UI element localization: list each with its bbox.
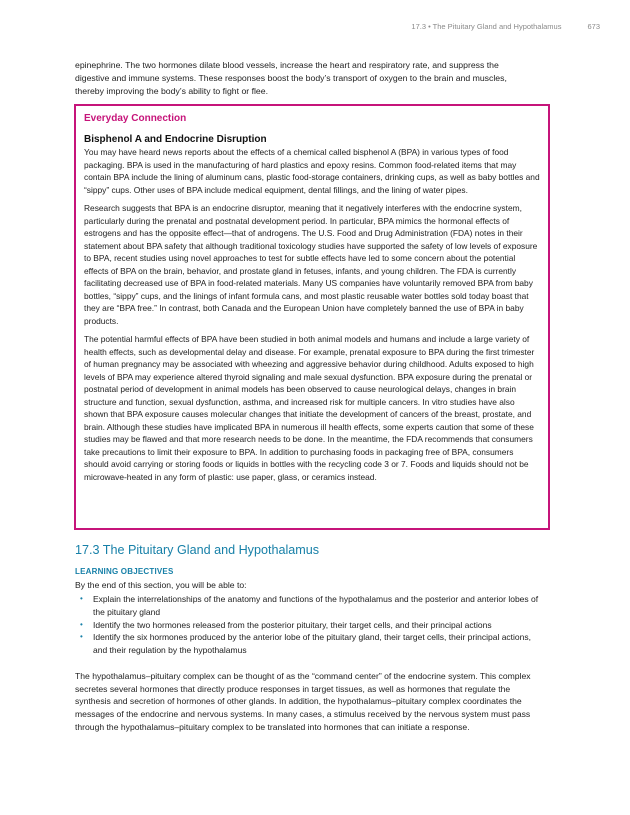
bullet-icon: • — [80, 619, 83, 629]
feature-title: Bisphenol A and Endocrine Disruption — [84, 134, 267, 145]
running-header — [411, 22, 600, 31]
objective-text: Identify the six hormones produced by the anterior lobe of the pituitary gland, their target cells, their principal actions, and their regulation by the hypothalamus — [93, 632, 531, 656]
feature-paragraph: You may have heard news reports about the effects of a chemical called bisphenol A (BPA) in various types of food packaging. BPA is used in the manufacturing of hard plastics and epoxy resins. Common food-related items that may contain BPA include the lining of aluminum cans, plastic food-storage containers, drinking cups, as well as baby bottles and “sippy” cups. Other uses of BPA include medical equipment, dental fillings, and the lining of water pipes. — [84, 147, 540, 195]
feature-paragraph: The potential harmful effects of BPA have been studied in both animal models and humans and include a large variety of health effects, such as developmental delay and disease. For example, prenatal exposure to BPA during the first trimester of human pregnancy may be associated with wheezing and aggressive behavior during childhood. Adults exposed to high levels of BPA may experience altered thyroid signaling and male sexual dysfunction. BPA exposure during the prenatal or postnatal period of development in animal models has been observed to cause neurological delays, changes in brain structure and function, sexual dysfunction, asthma, and increased risk for multiple cancers. In vitro studies have also shown that BPA exposure causes molecular changes that initiate the development of cancers of the breast, prostate, and brain. Although these studies have implicated BPA in numerous ill health effects, some experts caution that some of these studies may be flawed and that more research needs to be done. In the meantime, the FDA recommends that consumers take precautions to limit their exposure to BPA. In addition to purchasing foods in packaging free of BPA, consumers should avoid carrying or storing foods or liquids in bottles with the recycling code 3 or 7. Foods and liquids should not be microwave-heated in any form of plastic: use paper, glass, or ceramics instead. — [84, 334, 535, 482]
objectives-intro: By the end of this section, you will be able to: — [75, 580, 247, 590]
section-heading: 17.3 The Pituitary Gland and Hypothalamus — [75, 543, 320, 557]
page-number: 673 — [587, 22, 600, 31]
body-paragraph: The hypothalamus–pituitary complex can be thought of as the “command center” of the endocrine system. This complex secretes several hormones that directly produce responses in target tissues, as well as hormones that regulate the synthesis and secretion of hormones of other glands. In addition, the hypothalamus–pituitary complex coordinates the messages of the endocrine and nervous systems. In many cases, a stimulus received by the nervous system must pass through the hypothalamus–pituitary complex to be translated into hormones that can initiate a response. — [75, 671, 531, 732]
everyday-connection-label: Everyday Connection — [84, 113, 187, 124]
objective-item — [75, 593, 545, 619]
feature-paragraph: Research suggests that BPA is an endocrine disruptor, meaning that it negatively interferes with the endocrine system, particularly during the prenatal and postnatal development period. In particular, BPA mimics the hormonal effects of estrogens and has the opposite effect—that of androgens. The U.S. Food and Drug Administration (FDA) notes in their statement about BPA safety that although traditional toxicology studies have supported the safety of low levels of exposure to BPA, recent studies using novel approaches to test for subtle effects have led to some concern about the potential effects of BPA on the brain, behavior, and prostate gland in fetuses, infants, and young children. The FDA is currently facilitating decreased use of BPA in food-related materials. Many US companies have voluntarily removed BPA from baby bottles, “sippy” cups, and the linings of infant formula cans, and most plastic reusable water bottles sold today boast that they are “BPA free.” In contrast, both Canada and the European Union have completely banned the use of BPA in baby products. — [84, 203, 538, 326]
bullet-icon: • — [80, 632, 83, 642]
learning-objectives-heading: LEARNING OBJECTIVES — [75, 567, 174, 576]
everyday-connection-box — [74, 104, 550, 530]
objectives-list — [75, 593, 545, 657]
objective-item — [75, 631, 545, 657]
objective-text: Explain the interrelationships of the anatomy and functions of the hypothalamus and the posterior and anterior lobes of the pituitary gland — [93, 594, 539, 617]
running-title: 17.3 • The Pituitary Gland and Hypothalamus — [411, 22, 562, 31]
intro-paragraph: epinephrine. The two hormones dilate blood vessels, increase the heart and respiratory rate, and suppress the digestive and immune systems. These responses boost the body’s transport of oxygen to the brain and muscles, thereby improving the body’s ability to fight or flee. — [75, 60, 507, 96]
objective-item — [75, 619, 545, 632]
objective-text: Identify the two hormones released from the posterior pituitary, their target cells, and their principal actions — [93, 619, 492, 630]
bullet-icon: • — [80, 594, 83, 603]
